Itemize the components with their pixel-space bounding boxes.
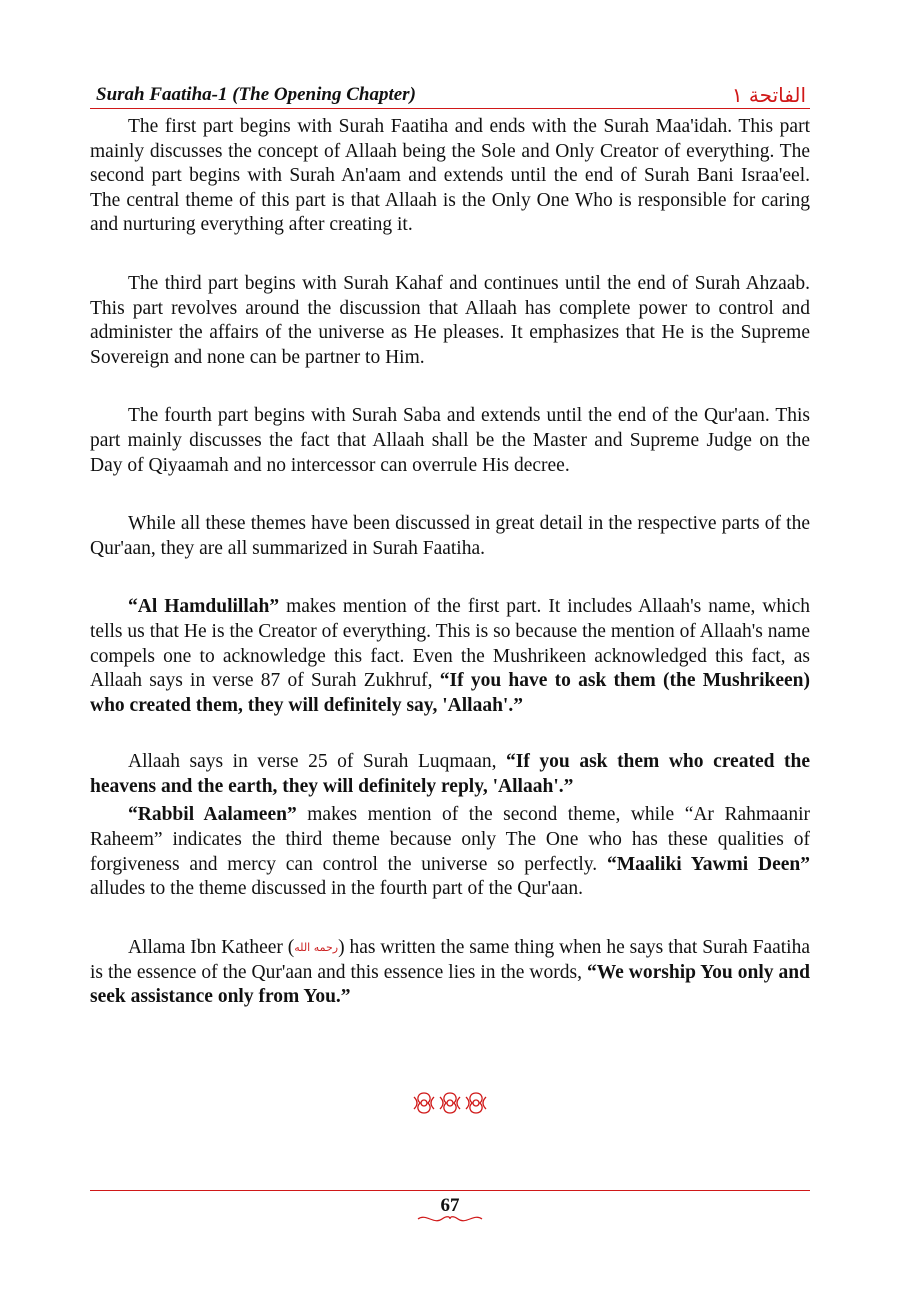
paragraph-6-text: Allaah says in verse 25 of Surah Luqmaan, <box>128 751 507 773</box>
quote-al-hamdulillah: “Al Hamdulillah” <box>128 596 280 618</box>
footer-divider <box>90 1190 810 1191</box>
quote-rabbil-aalameen: “Rabbil Aalameen” <box>128 804 297 826</box>
paragraph-6 <box>90 750 810 799</box>
paragraph-8-text-2: ) has written the same thing when he says that Surah Faatiha is the essence of the Qur'aan and this essence lies in the words, <box>90 936 811 983</box>
paragraph-7-text-2: alludes to the theme discussed in the fourth part of the Qur'aan. <box>90 878 584 900</box>
swirl-ornament-icon <box>416 1213 484 1225</box>
chapter-title-arabic: الفاتحة ١ <box>731 83 806 107</box>
paragraph-5 <box>90 595 810 718</box>
quote-luqmaan: “If you ask them who created the heavens and the earth, they will definitely reply, 'Allaah'.” <box>90 751 810 797</box>
paragraph-4: While all these themes have been discussed in great detail in the respective parts of the Qur'aan, they are all summarized in Surah Faatiha. <box>90 513 810 559</box>
paragraph-1: The first part begins with Surah Faatiha and ends with the Surah Maa'idah. This part mainly discusses the concept of Allaah being the Sole and Only Creator of everything. The second part begins with Surah An'aam and extends until the end of Surah Bani Israa'eel. The central theme of this part is that Allaah is the Only One Who is responsible for caring and nurturing everything after creating it. <box>90 116 810 236</box>
page-number: 67 <box>440 1195 460 1216</box>
paragraph-7-text-1: makes mention of the second theme, while “Ar Rahmaanir Raheem” indicates the third theme because only The One who has these qualities of forgiveness and mercy can control the universe so perfectly. <box>90 804 810 875</box>
paragraph-5-text: makes mention of the first part. It includes Allaah's name, which tells us that He is the Creator of everything. This is so because the mention of Allaah's name compels one to acknowledge this fact. Even the Mushrikeen acknowledged this fact, as Allaah says in verse 87 of Surah Zukhruf, <box>90 596 810 692</box>
page-header <box>90 84 810 108</box>
honorific-glyph: رحمه الله <box>294 941 339 955</box>
paragraph-2: The third part begins with Surah Kahaf and continues until the end of Surah Ahzaab. This part revolves around the discussion that Allaah has complete power to control and administer the affairs of the universe as He pleases. It emphasizes that He is the Supreme Sovereign and none can be partner to Him. <box>90 272 810 368</box>
quote-we-worship: “We worship You only and seek assistance only from You.” <box>90 961 810 1008</box>
floral-ornament-icon <box>412 1088 488 1118</box>
quote-maaliki-yawmi-deen: “Maaliki Yawmi Deen” <box>606 853 810 875</box>
header-divider <box>90 108 810 109</box>
quote-zukhruf: “If you have to ask them (the Mushrikeen) who created them, they will definitely say, 'Allaah'.” <box>90 670 810 716</box>
paragraph-8-text-1: Allama Ibn Katheer ( <box>128 936 295 958</box>
main-text <box>90 115 810 1010</box>
paragraph-3: The fourth part begins with Surah Saba and extends until the end of the Qur'aan. This part mainly discusses the fact that Allaah shall be the Master and Supreme Judge on the Day of Qiyaamah and no intercessor can overrule His decree. <box>90 405 810 476</box>
paragraph-8 <box>90 936 810 1010</box>
paragraph-7 <box>90 803 810 901</box>
chapter-title: Surah Faatiha-1 (The Opening Chapter) <box>96 84 416 105</box>
